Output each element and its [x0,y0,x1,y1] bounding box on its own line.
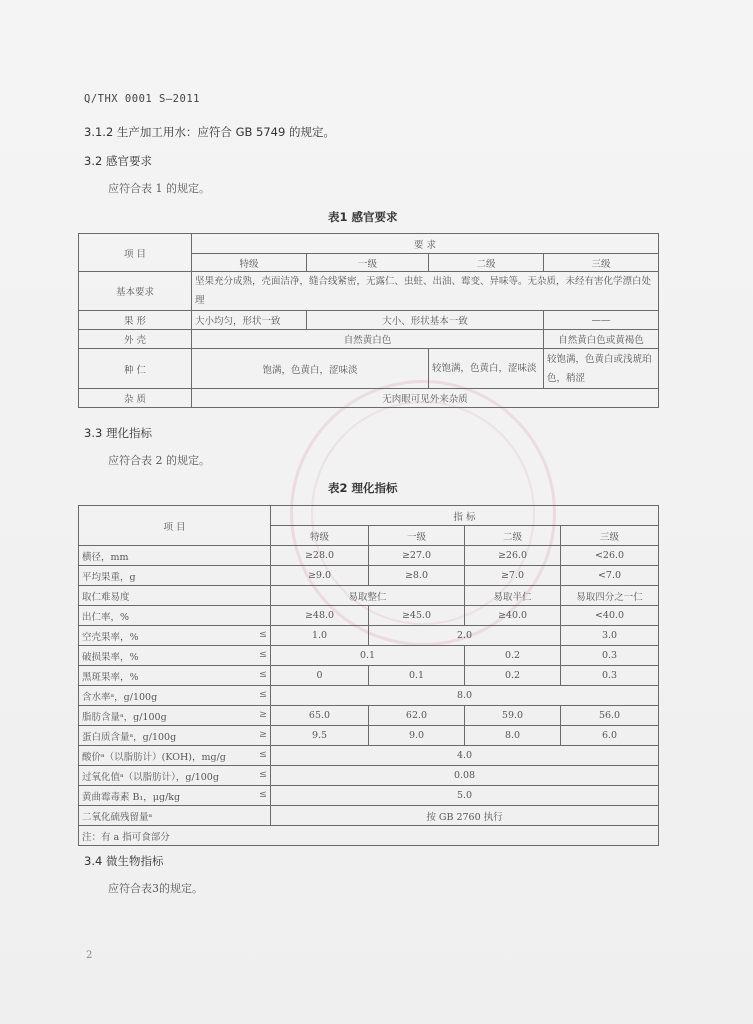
table1-header-requirements: 要 求 [192,234,659,254]
table1-grade-1: 一级 [307,254,429,272]
table1-cell: 较饱满，色黄白或浅琥珀色，稍涩 [544,349,659,389]
table2-cell: 0.1 [271,646,465,666]
table2-cell: <26.0 [561,546,659,566]
table1-cell: 较饱满，色黄白，涩味淡 [429,349,544,389]
table2-cell: 65.0 [271,706,369,726]
table2-cell: ≥45.0 [369,606,465,626]
table1-cell: 自然黄白色或黄褐色 [544,330,659,349]
table2-row-label: 取仁难易度 [79,586,271,606]
table2-grade-1: 一级 [369,526,465,546]
document-code: Q/THX 0001 S—2011 [84,93,200,105]
clause-3-1-2: 3.1.2 生产加工用水：应符合 GB 5749 的规定。 [84,125,335,139]
row-label-text: 含水率ᵃ，g/100g [82,691,158,703]
comparison-sign: ≥ [259,728,267,740]
table1-cell: 大小、形状基本一致 [307,311,544,330]
table2-row-label [79,666,271,686]
page-number: 2 [86,950,93,961]
table2-grade-2: 二级 [465,526,561,546]
comparison-sign: ≤ [259,668,267,680]
table1-cell: —— [544,311,659,330]
table2-row-label [79,626,271,646]
table1-cell: 无肉眼可见外来杂质 [192,389,659,408]
row-label-text: 黄曲霉毒素 B₁，μg/kg [82,791,181,803]
table1-row-label: 外 壳 [79,330,192,349]
row-label-text: 酸价ᵃ（以脂肪计）(KOH)，mg/g [82,751,226,763]
section-3-3-text: 应符合表 2 的规定。 [108,454,210,467]
table1-header-item: 项 目 [79,234,192,272]
table2-row-label: 出仁率，% [79,606,271,626]
table2-row-label [79,726,271,746]
table1-cell: 坚果充分成熟，壳面洁净，缝合线紧密，无露仁、虫蛀、出油、霉变、异味等。无杂质，未经有害化学漂白处理 [192,272,659,311]
row-label-text: 蛋白质含量ᵃ，g/100g [82,731,177,743]
comparison-sign: ≤ [259,788,267,800]
row-label-text: 破损果率，% [82,651,139,663]
table1-row-label: 种 仁 [79,349,192,389]
table2-cell: <40.0 [561,606,659,626]
table2-cell: 0.08 [271,766,659,786]
table2-row-label [79,746,271,766]
comparison-sign: ≤ [259,648,267,660]
table1-caption: 表1 感官要求 [328,210,398,224]
table2-row-label [79,646,271,666]
comparison-sign: ≤ [259,688,267,700]
table2-cell: 62.0 [369,706,465,726]
table2-cell: 3.0 [561,626,659,646]
table2-cell: 0.2 [465,646,561,666]
row-label-text: 黑斑果率，% [82,671,139,683]
table1-grade-special: 特级 [192,254,307,272]
table2-row-label [79,706,271,726]
table1-row-label: 杂 质 [79,389,192,408]
table2-cell: 易取半仁 [465,586,561,606]
table2-cell: ≥27.0 [369,546,465,566]
table2-row-label [79,786,271,806]
table2-cell: ≥48.0 [271,606,369,626]
table1-grade-2: 二级 [429,254,544,272]
comparison-sign: ≤ [259,628,267,640]
table2-cell: ≥40.0 [465,606,561,626]
table2-cell: 0.3 [561,666,659,686]
table2-cell: 1.0 [271,626,369,646]
table2-cell: 4.0 [271,746,659,766]
table2-cell: <7.0 [561,566,659,586]
table2-cell: 2.0 [369,626,561,646]
table2-cell: 易取四分之一仁 [561,586,659,606]
table2-cell: 8.0 [465,726,561,746]
table1-row-label: 基本要求 [79,272,192,311]
table2-cell: 按 GB 2760 执行 [271,806,659,826]
table2-cell: ≥9.0 [271,566,369,586]
comparison-sign: ≥ [259,708,267,720]
table1-cell: 大小均匀，形状一致 [192,311,307,330]
table2-grade-3: 三级 [561,526,659,546]
row-label-text: 空壳果率，% [82,631,139,643]
table1-cell: 自然黄白色 [192,330,544,349]
table2-cell: ≥28.0 [271,546,369,566]
table2-cell: 9.0 [369,726,465,746]
table2-header-index: 指 标 [271,506,659,526]
table2-cell: 6.0 [561,726,659,746]
row-label-text: 脂肪含量ᵃ，g/100g [82,711,167,723]
physicochemical-table [78,505,659,846]
table2-cell: 5.0 [271,786,659,806]
table1-grade-3: 三级 [544,254,659,272]
table2-caption: 表2 理化指标 [328,481,398,495]
table2-cell: ≥8.0 [369,566,465,586]
table2-cell: 56.0 [561,706,659,726]
table2-cell: 0.1 [369,666,465,686]
table2-row-label [79,766,271,786]
table2-cell: 0 [271,666,369,686]
table2-note: 注：有 a 指可食部分 [79,826,659,846]
table2-header-item: 项 目 [79,506,271,546]
sensory-requirements-table [78,233,659,408]
section-3-2-title: 3.2 感官要求 [84,154,152,168]
comparison-sign: ≤ [259,748,267,760]
section-3-4-text: 应符合表3的规定。 [108,882,203,895]
section-3-4-title: 3.4 微生物指标 [84,854,164,868]
table2-cell: 59.0 [465,706,561,726]
table2-row-label: 横径，mm [79,546,271,566]
section-3-2-text: 应符合表 1 的规定。 [108,182,210,195]
comparison-sign: ≤ [259,768,267,780]
table2-cell: ≥7.0 [465,566,561,586]
table2-cell: ≥26.0 [465,546,561,566]
row-label-text: 过氧化值ᵃ（以脂肪计），g/100g [82,771,219,783]
table2-cell: 9.5 [271,726,369,746]
table2-row-label: 平均果重，g [79,566,271,586]
section-3-3-title: 3.3 理化指标 [84,426,152,440]
table2-row-label: 二氧化硫残留量ᵃ [79,806,271,826]
table2-cell: 易取整仁 [271,586,465,606]
table1-cell: 饱满，色黄白，涩味淡 [192,349,429,389]
table1-row-label: 果 形 [79,311,192,330]
table2-grade-special: 特级 [271,526,369,546]
table2-cell: 8.0 [271,686,659,706]
table2-cell: 0.3 [561,646,659,666]
table2-row-label [79,686,271,706]
table2-cell: 0.2 [465,666,561,686]
